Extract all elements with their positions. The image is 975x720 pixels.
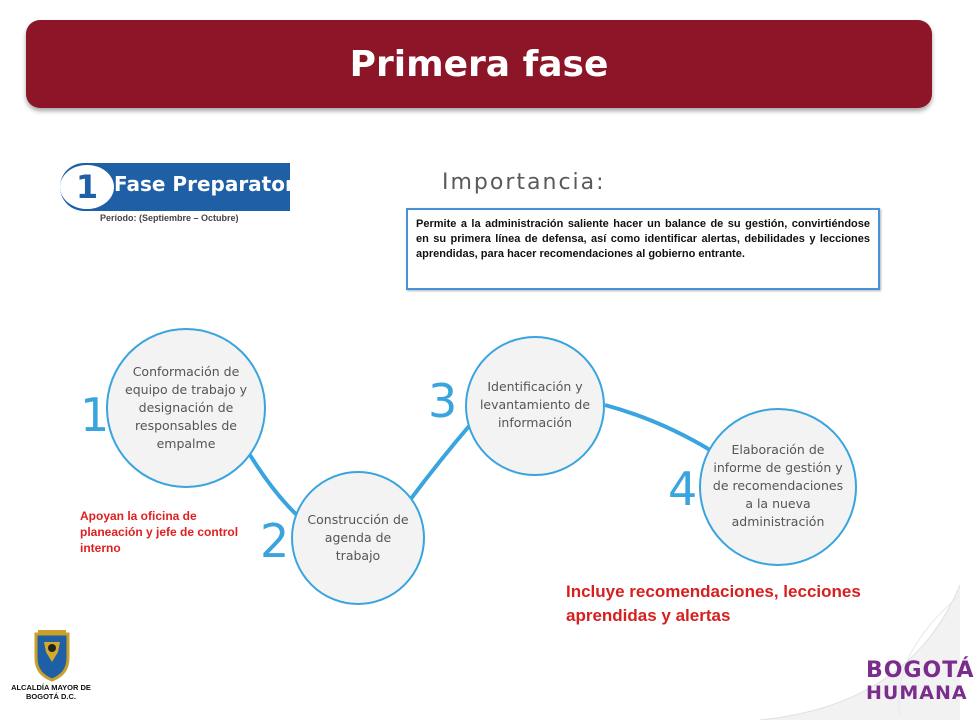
step-3-label: Identificación y levantamiento de información — [479, 379, 591, 430]
brand-line-1: BOGOTÁ — [866, 658, 975, 683]
step-1-label: Conformación de equipo de trabajo y designación de responsables de empalme — [125, 364, 247, 451]
phase-label: Fase Preparatoria — [114, 172, 316, 196]
step-4-number: 4 — [668, 462, 698, 516]
importance-text: Permite a la administración saliente hacer un balance de su gestión, convirtiéndose en su primera línea de defensa, así como identificar alertas, debilidades y lecciones aprendidas, para hacer recomendaciones al gobierno entrante. — [416, 218, 870, 260]
connector-3-4 — [605, 405, 710, 450]
includes-note: Incluye recomendaciones, lecciones aprendidas y alertas — [566, 582, 861, 625]
phase-number: 1 — [60, 165, 114, 209]
connector-1-2 — [250, 455, 300, 518]
bogota-humana-logo — [866, 660, 975, 704]
bogota-crest-logo — [30, 628, 74, 682]
step-4-label: Elaboración de informe de gestión y de recomendaciones a la nueva administración — [712, 442, 844, 529]
slide-title: Primera fase — [349, 43, 609, 85]
phase-period: Período: (Septiembre – Octubre) — [100, 213, 239, 223]
importance-heading: Importancia: — [442, 170, 606, 195]
support-note: Apoyan la oficina de planeación y jefe de control interno — [80, 509, 239, 555]
step-1-number: 1 — [80, 388, 110, 442]
crest-caption: ALCALDÍA MAYOR DE BOGOTÁ D.C. — [11, 683, 91, 701]
step-2-number: 2 — [260, 514, 290, 568]
brand-line-2: HUMANA — [866, 682, 968, 704]
connector-2-3 — [410, 425, 470, 500]
step-2-label: Construcción de agenda de trabajo — [307, 512, 409, 563]
step-3-number: 3 — [428, 374, 458, 428]
